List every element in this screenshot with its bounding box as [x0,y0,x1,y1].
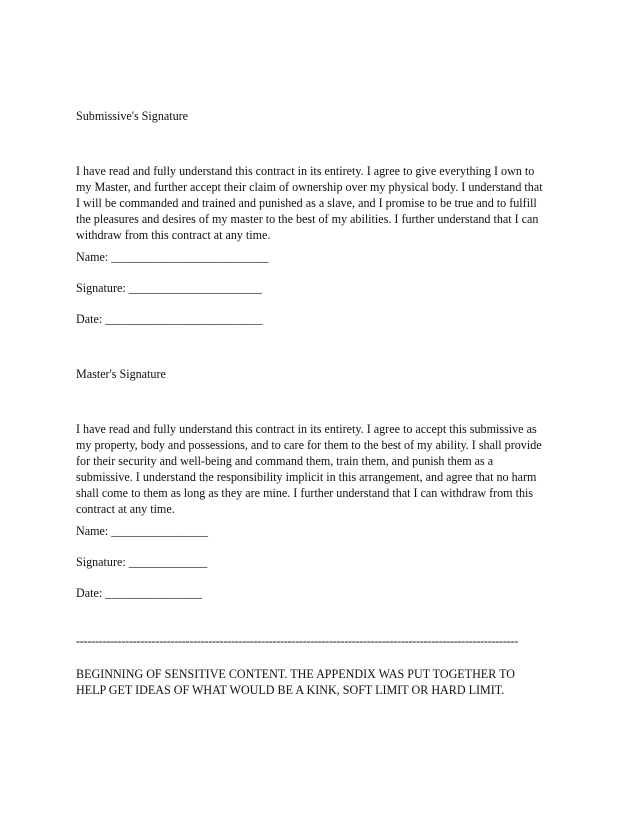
submissive-signature-heading: Submissive's Signature [76,109,189,123]
paragraph-line: withdraw from this contract at any time. [76,228,271,242]
appendix-line: BEGINNING OF SENSITIVE CONTENT. THE APPENDIX WAS PUT TOGETHER TO [76,667,515,681]
submissive-date-line: Date: __________________________ [76,312,263,326]
paragraph-line: the pleasures and desires of my master to the best of my abilities. I further understand that I can [76,212,539,226]
paragraph-line: my property, body and possessions, and to care for them to the best of my ability. I shall provide [76,438,542,452]
paragraph-line: shall come to them as long as they are mine. I further understand that I can withdraw from this [76,486,534,500]
master-signature-line: Signature: _____________ [76,555,208,569]
submissive-name-line: Name: __________________________ [76,250,269,264]
paragraph-line: submissive. I understand the responsibility implicit in this arrangement, and agree that no harm [76,470,537,484]
submissive-signature-line: Signature: ______________________ [76,281,262,295]
appendix-notice [76,666,566,698]
submissive-agreement-paragraph [76,163,566,243]
appendix-line: HELP GET IDEAS OF WHAT WOULD BE A KINK, SOFT LIMIT OR HARD LIMIT. [76,683,505,697]
paragraph-line: I have read and fully understand this contract in its entirety. I agree to give everything I own to [76,164,535,178]
paragraph-line: I have read and fully understand this contract in its entirety. I agree to accept this submissive as [76,422,537,436]
master-signature-heading: Master's Signature [76,367,166,381]
paragraph-line: for their security and well-being and command them, train them, and punish them as a [76,454,494,468]
paragraph-line: my Master, and further accept their claim of ownership over my physical body. I understand that [76,180,543,194]
paragraph-line: I will be commanded and trained and punished as a slave, and I promise to be true and to fulfill [76,196,537,210]
dashed-divider: --------------------------------------------------------------------------------------------------------------------- [76,634,518,648]
master-agreement-paragraph [76,421,566,517]
master-date-line: Date: ________________ [76,586,202,600]
master-name-line: Name: ________________ [76,524,209,538]
paragraph-line: contract at any time. [76,502,175,516]
